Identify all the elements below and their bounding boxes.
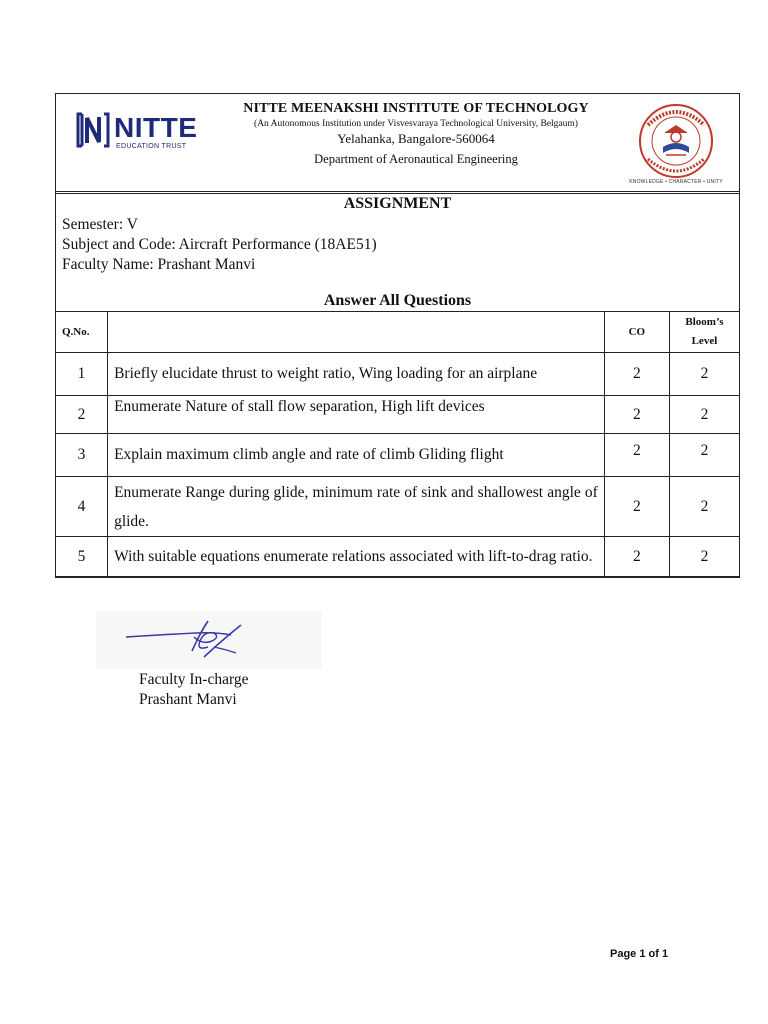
row-number: 3 (56, 434, 108, 477)
table-row (56, 477, 740, 537)
institute-block (206, 101, 626, 167)
header-divider (56, 191, 739, 192)
signature-image (96, 611, 321, 669)
blooms-level-value: 2 (669, 396, 739, 434)
co-value: 2 (604, 353, 669, 396)
co-value: 2 (604, 396, 669, 434)
institute-seal (629, 103, 723, 193)
institute-name: NITTE MEENAKSHI INSTITUTE OF TECHNOLOGY (243, 101, 589, 116)
page-number: Page 1 of 1 (610, 948, 669, 960)
blooms-level-value: 2 (669, 353, 739, 396)
instruction-heading: Answer All Questions (323, 292, 472, 309)
co-value: 2 (604, 477, 669, 537)
table-row (56, 537, 740, 577)
faculty-line: Faculty Name: Prashant Manvi (62, 256, 256, 273)
assignment-meta (62, 215, 377, 275)
co-value: 2 (604, 537, 669, 577)
header-co: CO (604, 312, 669, 353)
row-number: 4 (56, 477, 108, 537)
seal-emblem-icon (636, 103, 716, 179)
signatory-name: Prashant Manvi (139, 691, 237, 708)
header-divider-double (56, 193, 739, 194)
question-text: Enumerate Nature of stall flow separation, High lift devices (108, 396, 605, 434)
assignment-title: ASSIGNMENT (343, 195, 452, 212)
nitte-logo (76, 112, 201, 152)
signatory-role: Faculty In-charge (139, 671, 249, 688)
header-qno: Q.No. (56, 312, 108, 353)
handwritten-signature-icon (96, 611, 321, 669)
question-text: Explain maximum climb angle and rate of climb Gliding flight (108, 434, 605, 477)
table-row (56, 353, 740, 396)
letterhead (56, 94, 739, 191)
logo-wordmark: NITTE (114, 112, 198, 143)
questions-table (55, 311, 740, 577)
semester-line: Semester: V (62, 216, 138, 233)
nitte-n-icon (76, 112, 110, 148)
co-value: 2 (604, 434, 669, 477)
blooms-level-value: 2 (669, 477, 739, 537)
row-number: 1 (56, 353, 108, 396)
table-row (56, 396, 740, 434)
seal-motto: KNOWLEDGE • CHARACTER • UNITY (629, 179, 723, 185)
row-number: 2 (56, 396, 108, 434)
table-header-row (56, 312, 740, 353)
subject-line: Subject and Code: Aircraft Performance (18AE51) (62, 236, 377, 253)
question-text: Enumerate Range during glide, minimum rate of sink and shallowest angle of glide. (108, 477, 605, 537)
header-question (108, 312, 605, 353)
question-text: Briefly elucidate thrust to weight ratio, Wing loading for an airplane (108, 353, 605, 396)
header-blooms-line2: Level (691, 335, 718, 347)
department-name: Department of Aeronautical Engineering (314, 151, 518, 166)
logo-subtitle: EDUCATION TRUST (116, 143, 187, 150)
question-text: With suitable equations enumerate relations associated with lift-to-drag ratio. (108, 537, 605, 577)
header-blooms (669, 312, 739, 353)
row-number: 5 (56, 537, 108, 577)
blooms-level-value: 2 (669, 434, 739, 477)
header-blooms-line1: Bloom’s (685, 316, 724, 328)
institute-address: Yelahanka, Bangalore-560064 (337, 131, 495, 147)
table-row (56, 434, 740, 477)
blooms-level-value: 2 (669, 537, 739, 577)
signature-caption (139, 670, 248, 710)
autonomy-line: (An Autonomous Institution under Visvesvaraya Technological University, Belgaum) (254, 118, 578, 129)
